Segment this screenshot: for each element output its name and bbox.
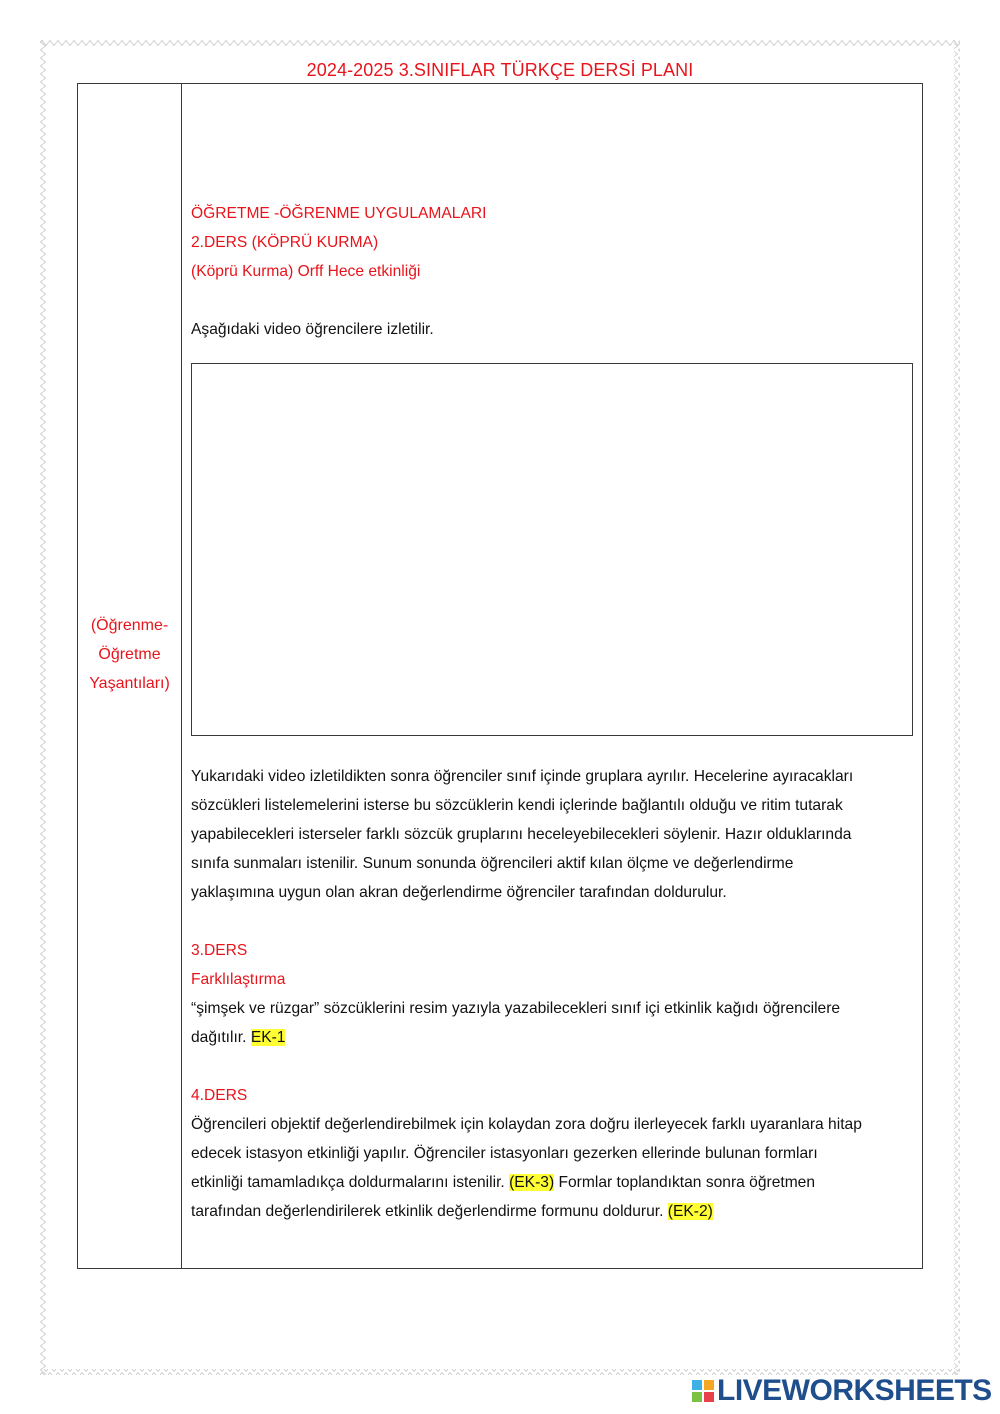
section-label [78, 611, 181, 698]
video-intro-text: Aşağıdaki video öğrencilere izletilir. [191, 321, 434, 338]
lesson4-text-line-3 [191, 1168, 916, 1197]
paragraph-line: yaklaşımına uygun olan akran değerlendirme öğrenciler tarafından doldurulur. [191, 884, 727, 901]
lesson4-heading: 4.DERS [191, 1087, 248, 1104]
lesson4-text-fragment: Formlar toplandıktan sonra öğretmen [554, 1174, 816, 1191]
section-label-line: (Öğrenme- [90, 617, 169, 634]
lesson3-heading: 3.DERS [191, 942, 248, 959]
practices-heading: ÖĞRETME -ÖĞRENME UYGULAMALARI [191, 205, 487, 222]
lesson3-subheading: Farklılaştırma [191, 971, 286, 988]
lesson4-text-fragment: etkinliği tamamladıkça doldurmalarını istenilir. [191, 1174, 510, 1191]
lesson3-text-line: “şimşek ve rüzgar” sözcüklerini resim yazıyla yazabilecekleri sınıf içi etkinlik kağıdı öğrencilere [191, 1000, 841, 1017]
ek3-tag: (EK-3) [509, 1174, 555, 1191]
paragraph-line: yapabilecekleri isterseler farklı sözcük gruplarını heceleyebilecekleri söylenir. Hazır olduklarında [191, 826, 852, 843]
paragraph-line: Yukarıdaki video izletildikten sonra öğrenciler sınıf içinde gruplara ayrılır. Hecelerine ayıracakları [191, 768, 854, 785]
liveworksheets-logo-icon [692, 1380, 714, 1402]
lesson3-text-line-2 [191, 1023, 916, 1052]
lesson4-text-line-4 [191, 1197, 916, 1226]
ek1-tag: EK-1 [250, 1029, 286, 1046]
paragraph-line: sözcükleri listelemelerini isterse bu sözcüklerin kendi içlerinde bağlantılı olduğu ve ritim tutarak [191, 797, 843, 814]
document-title: 2024-2025 3.SINIFLAR TÜRKÇE DERSİ PLANI [306, 60, 694, 80]
paragraph-group-activity [191, 762, 916, 907]
lesson4-text-fragment: tarafından değerlendirilerek etkinlik değerlendirme formunu doldurur. [191, 1203, 668, 1220]
ek2-tag: (EK-2) [667, 1203, 713, 1220]
lesson-plan-table [77, 83, 923, 1269]
lesson2-activity-title: (Köprü Kurma) Orff Hece etkinliği [191, 263, 421, 280]
lesson4-text-line: Öğrencileri objektif değerlendirebilmek için kolaydan zora doğru ilerleyecek farklı uyaranlara hitap [191, 1116, 862, 1133]
brand-name: LIVEWORKSHEETS [717, 1374, 992, 1407]
section-label-line: Yaşantıları) [89, 675, 170, 692]
lesson2-heading: 2.DERS (KÖPRÜ KURMA) [191, 234, 379, 251]
left-column [78, 84, 182, 1268]
video-embed-frame[interactable] [191, 363, 913, 736]
lesson3-text-fragment: dağıtılır. [191, 1029, 251, 1046]
content-column [191, 199, 916, 1226]
lesson4-text-line: edecek istasyon etkinliği yapılır. Öğrenciler istasyonları gezerken ellerinde bulunan formları [191, 1145, 818, 1162]
section-label-line: Öğretme [98, 646, 161, 663]
paragraph-line: sınıfa sunmaları istenilir. Sunum sonunda öğrencileri aktif kılan ölçme ve değerlendirme [191, 855, 794, 872]
liveworksheets-brand[interactable] [692, 1374, 992, 1408]
